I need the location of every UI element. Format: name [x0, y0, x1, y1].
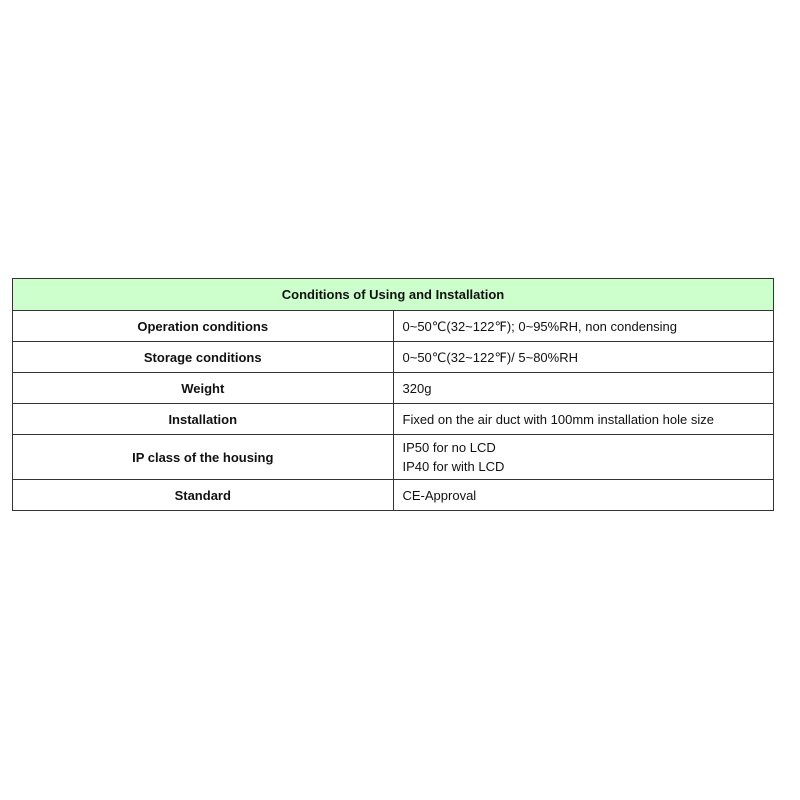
row-label-ip-class: IP class of the housing: [13, 435, 394, 480]
table-row: [13, 373, 774, 404]
row-value-operation-conditions: 0~50℃(32~122℉); 0~95%RH, non condensing: [393, 311, 774, 342]
row-value-weight: 320g: [393, 373, 774, 404]
table-row: [13, 311, 774, 342]
ip-class-value-line: IP50 for no LCD: [402, 440, 496, 455]
row-value-ip-class: [393, 435, 774, 480]
row-label-operation-conditions: Operation conditions: [13, 311, 394, 342]
table-header-row: [13, 279, 774, 311]
row-value-storage-conditions: 0~50℃(32~122℉)/ 5~80%RH: [393, 342, 774, 373]
row-label-storage-conditions: Storage conditions: [13, 342, 394, 373]
row-value-standard: CE-Approval: [393, 480, 774, 511]
table-row: [13, 435, 774, 480]
table-row: [13, 404, 774, 435]
conditions-table: [12, 278, 774, 511]
table-row: [13, 342, 774, 373]
ip-class-value-line: IP40 for with LCD: [402, 459, 505, 474]
table-title: Conditions of Using and Installation: [13, 279, 774, 311]
row-label-installation: Installation: [13, 404, 394, 435]
row-value-installation: Fixed on the air duct with 100mm installation hole size: [393, 404, 774, 435]
table-row: [13, 480, 774, 511]
row-label-standard: Standard: [13, 480, 394, 511]
row-label-weight: Weight: [13, 373, 394, 404]
